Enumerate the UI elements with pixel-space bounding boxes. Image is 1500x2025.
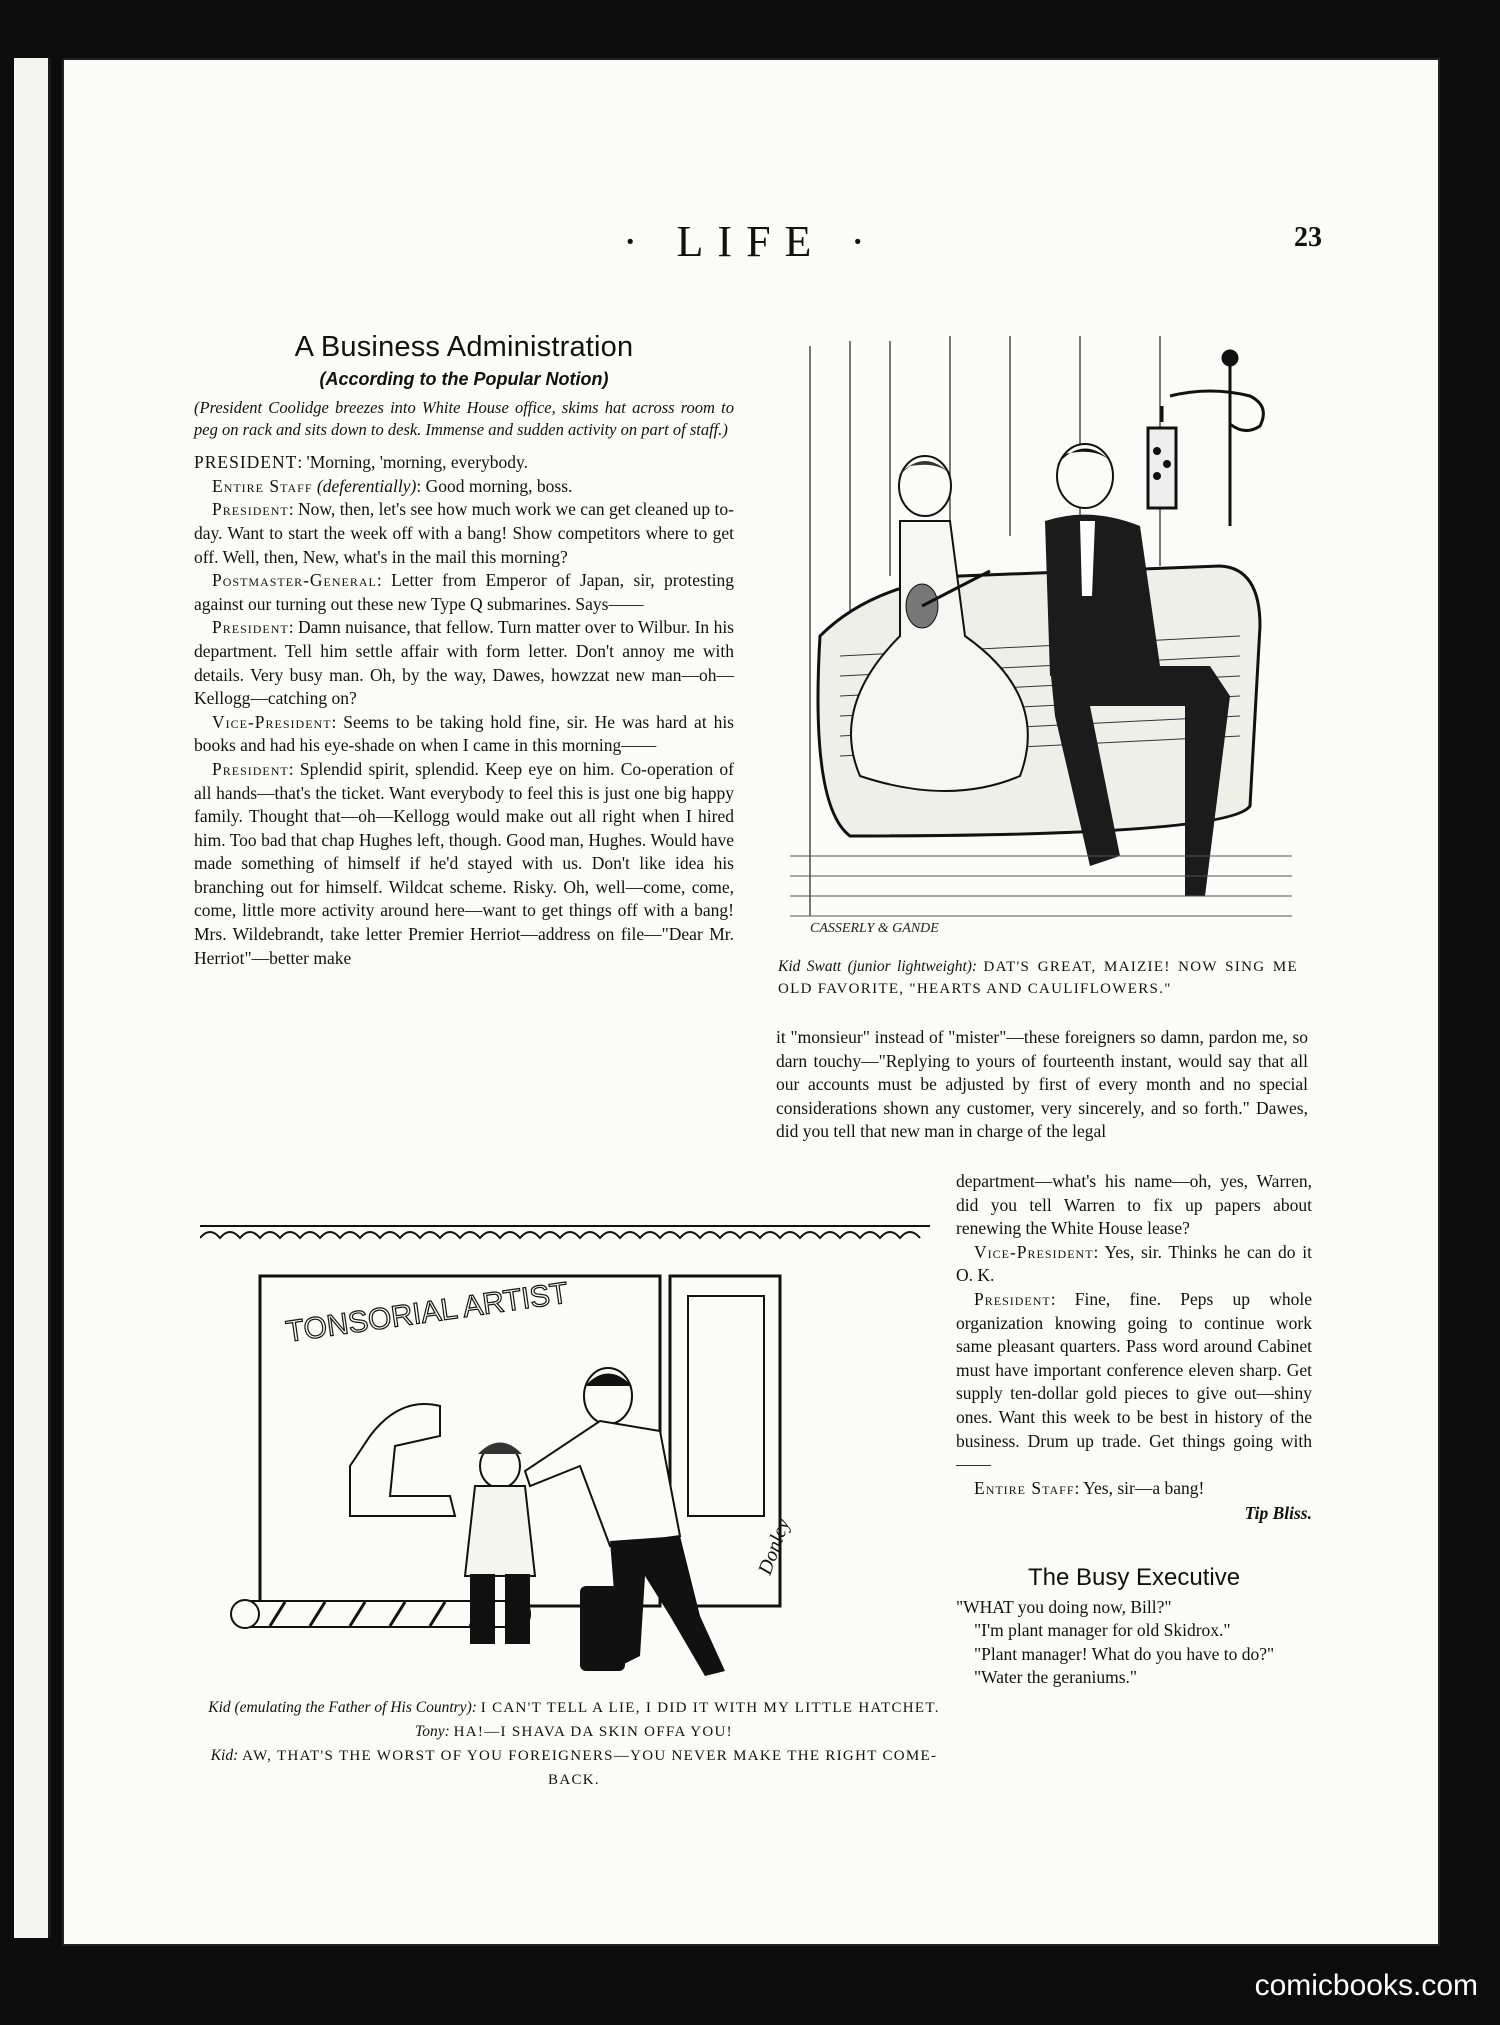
speaker-qualifier: (deferentially) [312,475,417,496]
speech-text: : Fine, fine. Peps up whole organization knowing going to continue work same pleasant quarters. Pass word around Cabinet must have important conference eleven sharp. Get supply ten-dollar gold pieces to give out—shiny ones. Want this week to be best in history of the business. Drum up trade. Get things going with—— [956,1288,1312,1475]
caption-text: I CAN'T TELL A LIE, I DID IT WITH MY LITTLE HATCHET. [480,1700,940,1716]
speech-text: : Damn nuisance, that fellow. Turn matter over to Wilbur. In his department. Tell him settle affair with form letter. Don't annoy me with details. Very busy man. Oh, by the way, Dawes, howzzat new man—oh—Kellogg—catching on? [194,617,734,709]
dialogue-paragraph [194,711,734,758]
author-signature: Tip Bliss. [1244,1503,1312,1524]
dialogue [194,451,734,970]
shop-sign: TONSORIAL ARTIST [283,1276,571,1349]
caption-line [196,1696,952,1720]
article-continuation-b [956,1170,1312,1690]
magazine-page [62,58,1440,1946]
caption-text: DAT'S GREAT, MAIZIE! NOW SING ME OLD FAVORITE, "HEARTS AND CAULIFLOWERS." [778,959,1298,997]
article-title: A Business Administration [294,331,634,363]
caption-speaker: Kid (emulating the Father of His Country): [208,1699,481,1716]
artist-signature-top: CASSERLY & GANDE [810,921,939,936]
caption-text: HA!—I SHAVA DA SKIN OFFA YOU! [453,1724,733,1740]
speech-text: : Letter from Emperor of Japan, sir, protesting against our turning out these new Type Q submarines. Says—— [194,570,734,614]
dialogue-line: "WHAT you doing now, Bill?" [956,1596,1172,1617]
article-title: The Busy Executive [1027,1563,1241,1591]
previous-page-edge [14,58,51,1938]
speech-text: : Yes, sir. Thinks he can do it O. K. [956,1241,1312,1286]
page-number: 23 [1294,222,1322,253]
speech-text: : Good morning, boss. [416,475,573,496]
caption-speaker: Kid Swatt (junior lightweight): [778,958,978,975]
article-subtitle: (According to the Popular Notion) [319,368,609,389]
speaker-name: President [974,1288,1051,1309]
dialogue-paragraph [194,616,734,710]
speech-text: : Seems to be taking hold fine, sir. He was hard at his books and had his eye-shade on when I came in this morning—— [194,711,734,756]
cartoon-bottom-caption [196,1696,952,1792]
speech-text: : 'Morning, 'morning, everybody. [297,452,529,473]
dialogue-line: "Water the geraniums." [974,1667,1138,1688]
dialogue-paragraph [194,569,734,616]
speaker-name: Vice-President [212,711,332,732]
speaker-name: President [212,617,289,638]
continuation-paragraph: it "monsieur" instead of "mister"—these foreigners so damn, pardon me, so darn touchy—"Replying to yours of fourteenth instant, would say that all our accounts must be adjusted by first of every month and no special considerations shown any customer, very sincerely, and so forth." Dawes, did you tell that new man in charge of the legal [776,1027,1308,1142]
dialogue-paragraph [194,475,734,499]
cartoon-barber-shop [200,1216,942,1708]
speaker-name: Vice-President [974,1241,1094,1262]
caption-line [196,1744,952,1792]
speech-text: : Yes, sir—a bang! [1074,1477,1205,1498]
caption-line [196,1720,952,1744]
dialogue-paragraph [194,498,734,569]
caption-speaker: Tony: [415,1723,454,1740]
dialogue-paragraph [956,1241,1312,1288]
speaker-name: Postmaster-General [212,570,377,591]
masthead: · LIFE · [622,217,880,266]
cartoon-couple-on-sofa [790,336,1292,936]
busy-executive-text [956,1596,1312,1690]
artist-signature-bottom: Donley [754,1515,795,1578]
speaker-name: Entire Staff [974,1477,1075,1498]
dialogue-paragraph [956,1288,1312,1477]
speaker-name: Entire Staff [212,475,313,496]
watermark: comicbooks.com [1254,1969,1478,2002]
caption-text: AW, THAT'S THE WORST OF YOU FOREIGNERS—YOU NEVER MAKE THE RIGHT COME-BACK. [242,1748,938,1788]
article-business-administration [194,331,734,970]
dialogue-paragraph [194,758,734,970]
speech-text: : Now, then, let's see how much work we can get cleaned up to-day. Want to start the week off with a bang! Show competitors where to get off. Well, then, New, what's in the mail this morning? [194,499,734,567]
dialogue-line: "I'm plant manager for old Skidrox." [974,1620,1231,1641]
dialogue [956,1241,1312,1501]
speaker-name: President [212,499,289,520]
continuation-paragraph: department—what's his name—oh, yes, Warren, did you tell Warren to fix up papers about renewing the White House lease? [956,1171,1312,1239]
speech-text: : Splendid spirit, splendid. Keep eye on him. Co-operation of all hands—that's the ticket. Want everybody to feel this is just one big happy family. Thought that—oh—Kellogg would make out all right when I hired him. Too bad that chap Hughes left, though. Good man, Hughes. Would have made something of himself if he'd stayed with us. Don't like idea his branching out for himself. Wildcat scheme. Risky. Oh, well—come, come, come, little more activity around here—want to get things off with a bang! Mrs. Wildebrandt, take letter Premier Herriot—address on file—"Dear Mr. Herriot"—better make [194,758,734,968]
article-continuation-a [776,1026,1308,1144]
cartoon-top-caption [778,956,1298,1000]
speaker-name: President [212,758,289,779]
dialogue-line: "Plant manager! What do you have to do?" [974,1643,1275,1664]
dialogue-paragraph [194,451,734,475]
dialogue-paragraph [956,1477,1312,1501]
stage-direction: (President Coolidge breezes into White House office, skims hat across room to peg on rack and sits down to desk. Immense and sudden activity on part of staff.) [194,398,734,440]
caption-speaker: Kid: [210,1747,243,1764]
speaker-name: PRESIDENT [194,452,298,473]
